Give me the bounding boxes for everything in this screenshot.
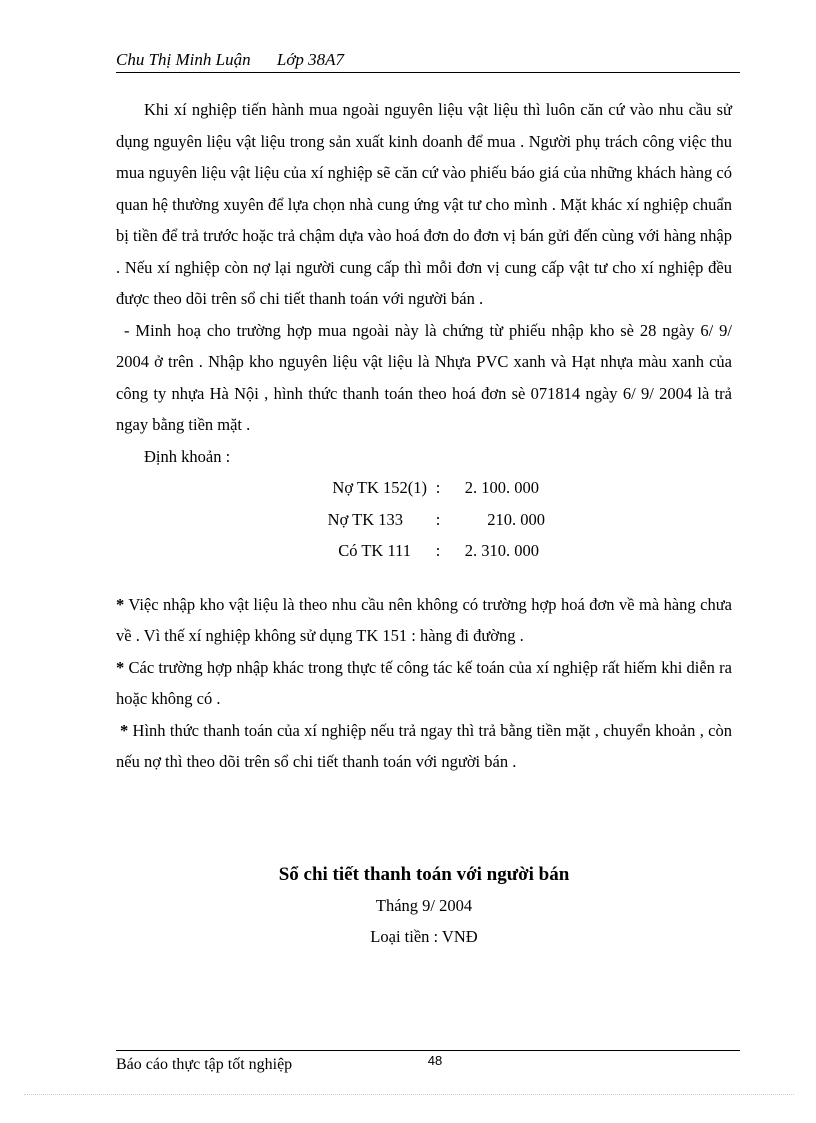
ledger-currency: Loại tiền : VNĐ (370, 927, 478, 946)
notes-section (116, 589, 732, 778)
entry-amount: 2. 100. 000 (464, 478, 539, 497)
page-edge-divider (24, 1094, 794, 1095)
journal-entry-debit-133 (116, 504, 732, 536)
note-text: Hình thức thanh toán của xí nghiệp nếu trả ngay thì trả bằng tiền mặt , chuyển khoản , còn nếu nợ thì theo dõi trên sổ chi tiết thanh toán với người bán . (116, 720, 732, 771)
footer-divider (116, 1050, 740, 1051)
footer-report-title: Báo cáo thực tập tốt nghiệp (116, 1056, 293, 1073)
note-text: Việc nhập kho vật liệu là theo nhu cầu nên không có trường hợp hoá đơn về mà hàng chưa về . Vì thế xí nghiệp không sử dụng TK 151 : hàng đi đường . (116, 594, 732, 645)
paragraph-purchase-process: Khi xí nghiệp tiến hành mua ngoài nguyên liệu vật liệu thì luôn căn cứ vào nhu cầu sử dụng nguyên liệu vật liệu trong sản xuất kinh doanh để mua . Người phụ trách công việc thu mua nguyên liệu vật liệu của xí nghiệp sẽ căn cứ vào phiếu báo giá của những khách hàng có quan hệ thường xuyên để lựa chọn nhà cung ứng vật tư cho mình . Mặt khác xí nghiệp chuẩn bị tiền để trả trước hoặc trả chậm dựa vào hoá đơn do đơn vị bán gửi đến cùng với hàng nhập . Nếu xí nghiệp còn nợ lại người cung cấp thì mỗi đơn vị cung cấp vật tư cho xí nghiệp đều được theo dõi trên sổ chi tiết thanh toán với người bán . (116, 100, 732, 308)
paragraph-illustration: - Minh hoạ cho trường hợp mua ngoài này là chứng từ phiếu nhập kho sè 28 ngày 6/ 9/ 2004 ở trên . Nhập kho nguyên liệu vật liệu là Nhựa PVC xanh và Hạt nhựa màu xanh của công ty nhựa Hà Nội , hình thức thanh toán theo hoá đơn sè 071814 ngày 6/ 9/ 2004 là trả ngay bằng tiền mặt . (116, 320, 732, 434)
note-bullet: * (120, 720, 129, 740)
ledger-title: Sổ chi tiết thanh toán với người bán (278, 864, 570, 885)
note-item (116, 589, 732, 652)
ledger-month: Tháng 9/ 2004 (375, 896, 473, 915)
entry-account: Nợ TK 152(1) (332, 478, 427, 497)
entry-colon: : (435, 478, 441, 497)
body-text (116, 94, 732, 778)
entry-account: Nợ TK 133 (327, 509, 403, 529)
dinh-khoan-label: Định khoản : (144, 446, 231, 466)
header-class: Lớp 38A7 (276, 50, 345, 69)
entry-account: Có TK 111 (338, 541, 411, 560)
ledger-title-block (116, 860, 732, 952)
page-header (116, 50, 740, 73)
entry-colon: : (435, 509, 441, 529)
note-item (116, 652, 732, 715)
entry-amount: 210. 000 (487, 509, 545, 529)
journal-entry-debit-152 (116, 472, 732, 504)
journal-entries (116, 472, 732, 567)
note-text: Các trường hợp nhập khác trong thực tế công tác kế toán của xí nghiệp rất hiếm khi diễn ra hoặc không có . (116, 657, 732, 708)
entry-colon: : (435, 541, 441, 560)
note-bullet: * (116, 657, 125, 677)
entry-amount: 2. 310. 000 (464, 541, 539, 560)
note-item (116, 715, 732, 778)
header-author: Chu Thị Minh Luận (116, 50, 251, 69)
note-bullet: * (116, 594, 125, 614)
journal-entry-credit-111 (116, 535, 732, 567)
page-number: 48 (427, 1053, 443, 1068)
